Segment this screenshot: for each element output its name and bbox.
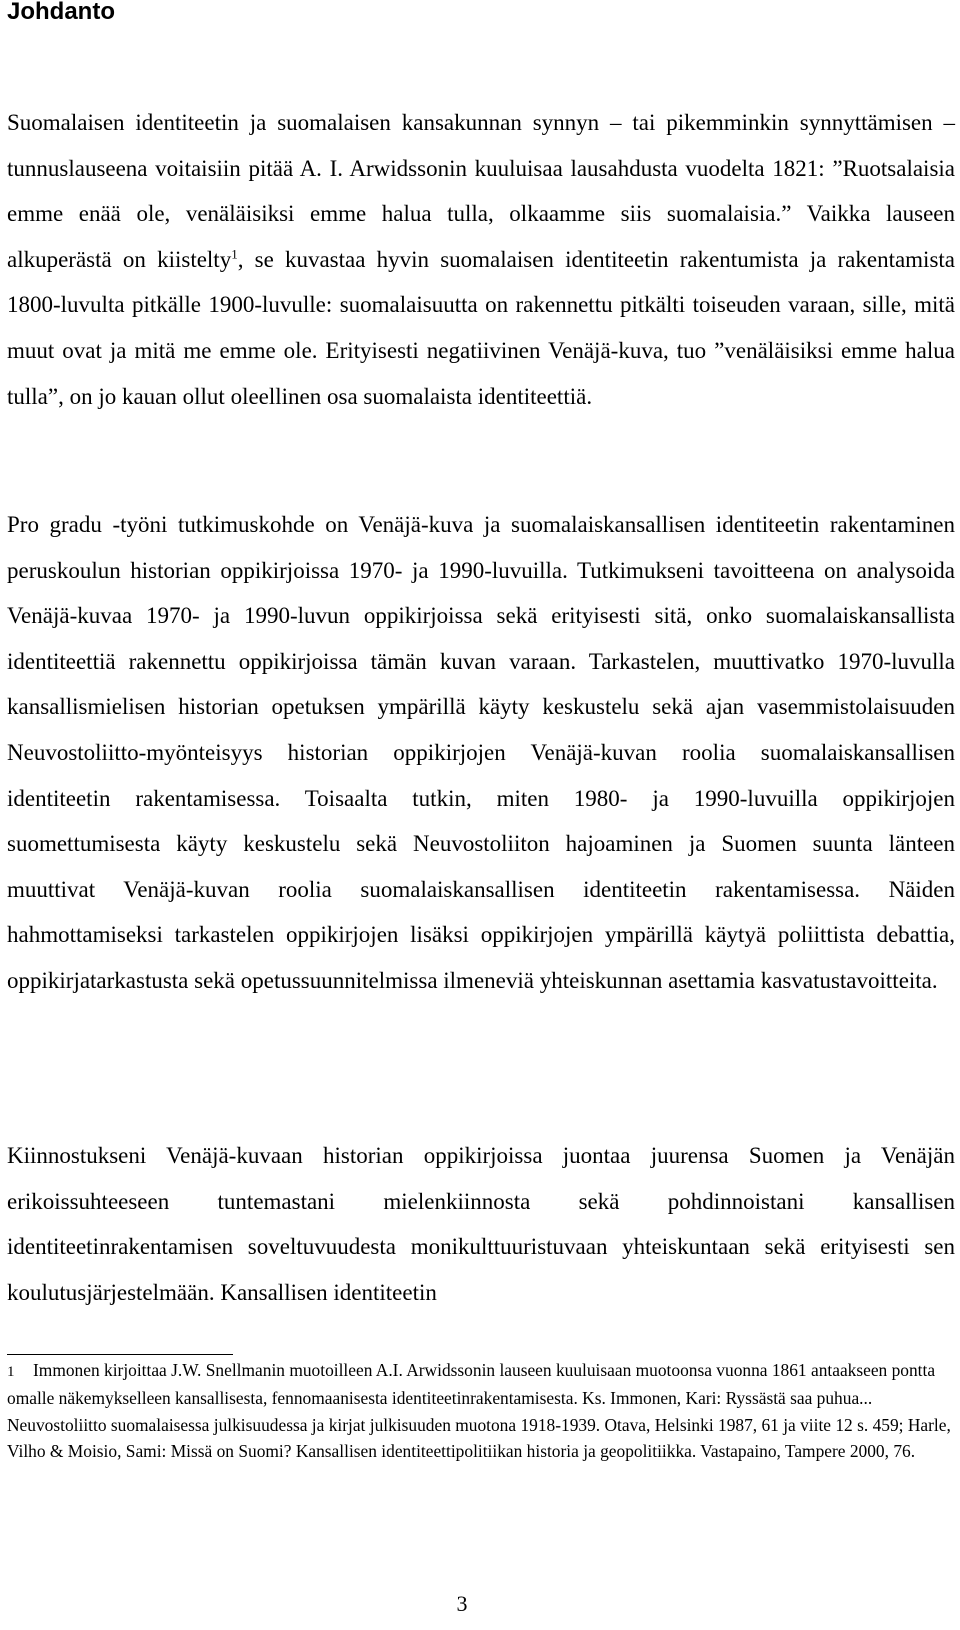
paragraph-2: Pro gradu -työni tutkimuskohde on Venäjä-kuva ja suomalaiskansallisen identiteetin rakentaminen peruskoulun historian oppikirjoissa 1970- ja 1990-luvuilla. Tutkimukseni tavoitteena on analysoida Venäjä-kuvaa 1970- ja 1990-luvun oppikirjoissa sekä erityisesti sitä, onko suomalaiskansallista identiteettiä rakennettu oppikirjoissa tämän kuvan varaan. Tarkastelen, muuttivatko 1970-luvulla kansallismielisen historian opetuksen ympärillä käyty keskustelu sekä ajan vasemmistolaisuuden Neuvostoliitto-myönteisyys historian oppikirjojen Venäjä-kuvan roolia suomalaiskansallisen identiteetin rakentamisessa. Toisaalta tutkin, miten 1980- ja 1990-luvuilla oppikirjojen suomettumisesta käyty keskustelu sekä Neuvostoliiton hajoaminen ja Suomen suunta länteen muuttivat Venäjä-kuvan roolia suomalaiskansallisen identiteetin rakentamisessa. Näiden hahmottamiseksi tarkastelen oppikirjojen lisäksi oppikirjojen ympärillä käytyä poliittista debattia, oppikirjatarkastusta sekä opetussuunnitelmissa ilmeneviä yhteiskunnan asettamia kasvatustavoitteita. bbox=[7, 512, 955, 993]
paragraph-1-text-a: Suomalaisen identiteetin ja suomalaisen kansakunnan synnyn – tai pikemminkin synnyttämisen – tunnuslauseena voitaisiin pitää A. I. Arwidssonin kuuluisaa lausahdusta vuodelta 1821: ”Ruotsalaisia emme enää ole, venäläisiksi emme halua tulla, olkaamme siis suomalaisia.” Vaikka lauseen alkuperästä on kiistelty bbox=[7, 110, 955, 272]
footnote-text: Immonen kirjoittaa J.W. Snellmanin muotoilleen A.I. Arwidssonin lauseen kuuluisaan muotoonsa vuonna 1861 antaakseen pontta omalle näkemykselleen kansallisesta, fennomaanisesta identiteetinrakentamisesta. Ks. Immonen, Kari: Ryssästä saa puhua... Neuvostoliitto suomalaisessa julkisuudessa ja kirjat julkisuuden muotona 1918-1939. Otava, Helsinki 1987, 61 ja viite 12 s. 459; Harle, Vilho & Moisio, Sami: Missä on Suomi? Kansallisen identiteettipolitiikan historia ja geopolitiikka. Vastapaino, Tampere 2000, 76. bbox=[7, 1360, 951, 1462]
footnote bbox=[7, 1357, 955, 1465]
page-heading: Johdanto bbox=[7, 0, 115, 25]
footnote-reference[interactable]: 1 bbox=[231, 246, 238, 262]
page-number: 3 bbox=[456, 1591, 468, 1616]
paragraph-3: Kiinnostukseni Venäjä-kuvaan historian oppikirjoissa juontaa juurensa Suomen ja Venäjän erikoissuhteeseen tuntemastani mielenkiinnosta sekä pohdinnoistani kansallisen identiteetinrakentamisen soveltuvuudesta monikulttuuristuvaan yhteiskuntaan sekä erityisesti sen koulutusjärjestelmään. Kansallisen identiteetin bbox=[7, 1143, 955, 1305]
footnote-marker: 1 bbox=[7, 1364, 15, 1380]
paragraph-1 bbox=[7, 100, 955, 419]
paragraph-1-text-b: , se kuvastaa hyvin suomalaisen identiteetin rakentumista ja rakentamista 1800-luvulta pitkälle 1900-luvulle: suomalaisuutta on rakennettu pitkälti toiseuden varaan, sille, mitä muut ovat ja mitä me emme ole. Erityisesti negatiivinen Venäjä-kuva, tuo ”venäläisiksi emme halua tulla”, on jo kauan ollut oleellinen osa suomalaista identiteettiä. bbox=[7, 246, 955, 409]
footnote-separator bbox=[7, 1354, 233, 1355]
